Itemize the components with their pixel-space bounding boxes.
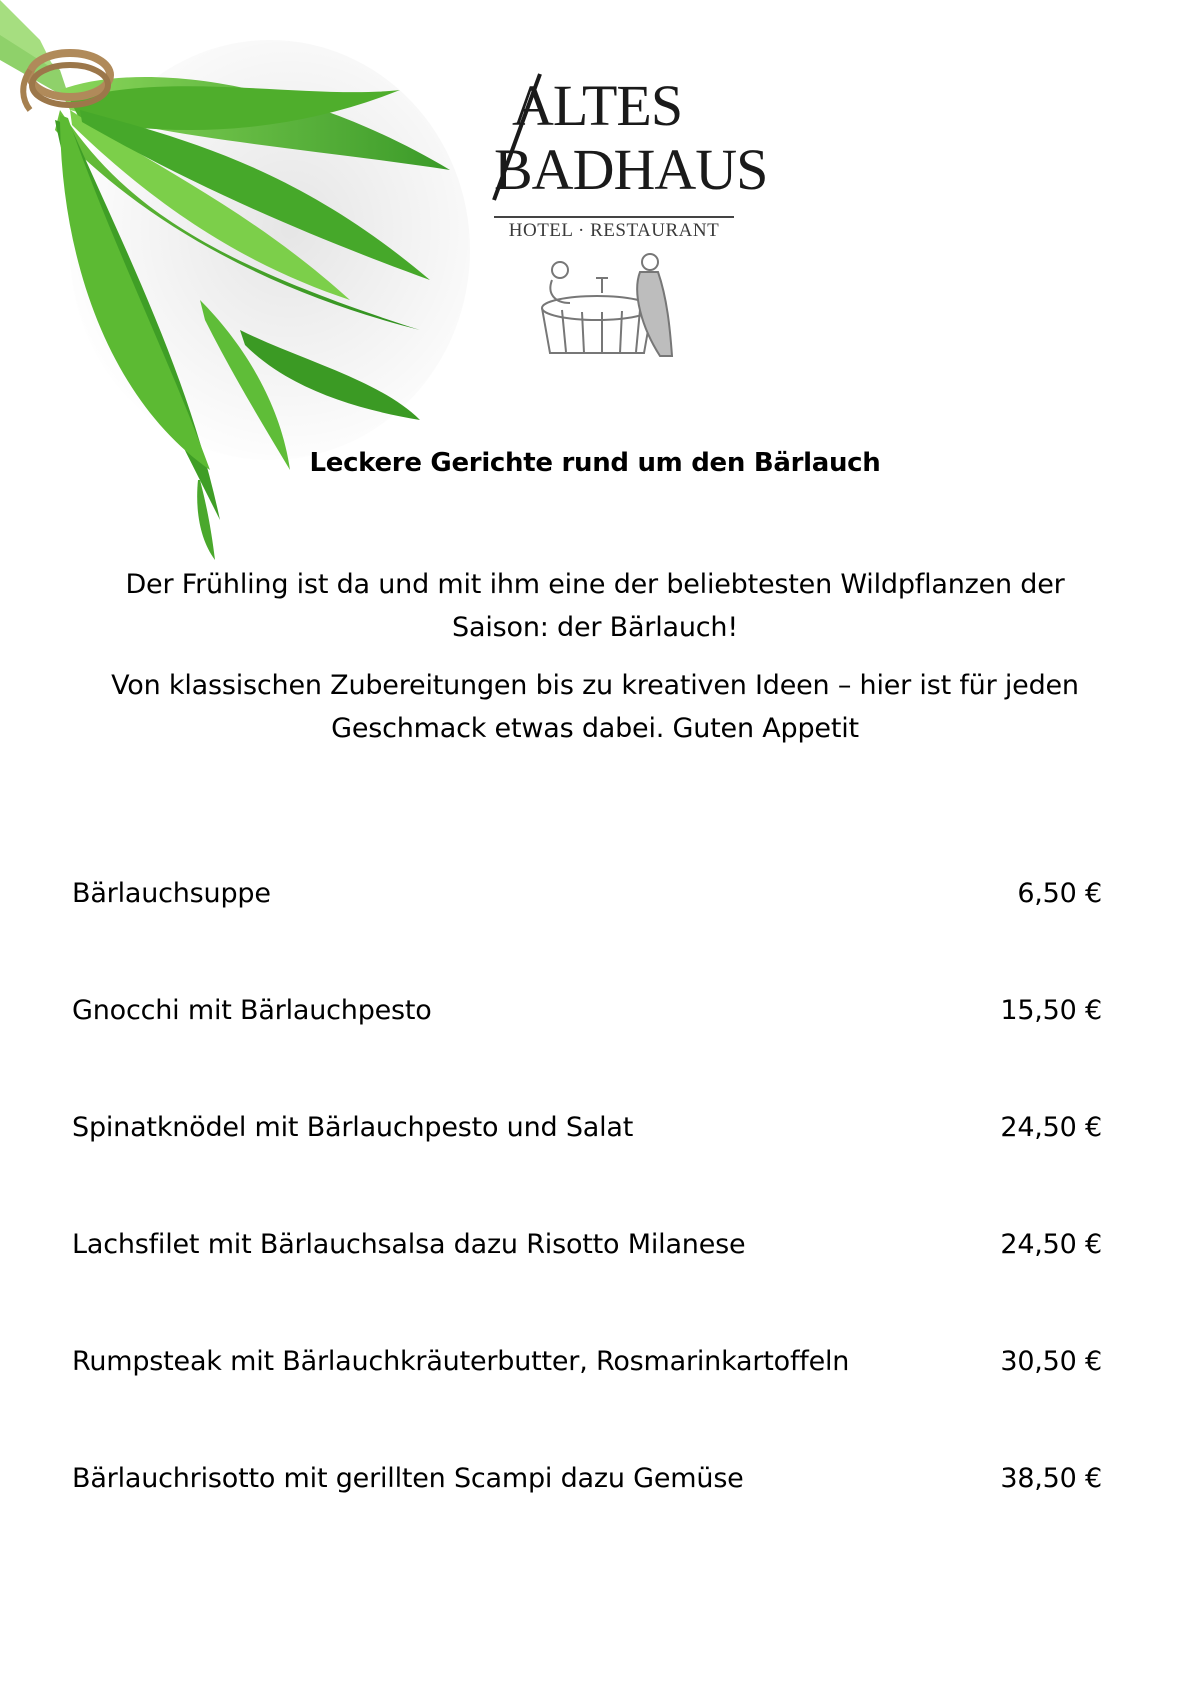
logo-wordmark-line1: ALTES xyxy=(512,73,683,138)
intro-paragraph-1: Der Frühling ist da und mit ihm eine der beliebtesten Wildpflanzen der Saison: der Bärlauch! xyxy=(125,569,1065,643)
dish-price: 24,50 € xyxy=(1000,1229,1102,1260)
dish-name: Spinatknödel mit Bärlauchpesto und Salat xyxy=(72,1112,634,1143)
dish-name: Bärlauchsuppe xyxy=(72,878,271,909)
dish-name: Lachsfilet mit Bärlauchsalsa dazu Risotto Milanese xyxy=(72,1229,746,1260)
menu-item xyxy=(72,878,1102,995)
dish-price: 30,50 € xyxy=(1000,1346,1102,1377)
dish-price: 6,50 € xyxy=(1017,878,1102,909)
logo-tagline: HOTEL · RESTAURANT xyxy=(494,216,734,242)
menu-item xyxy=(72,1463,1102,1580)
page-title: Leckere Gerichte rund um den Bärlauch xyxy=(309,448,881,478)
wild-garlic-image xyxy=(0,0,480,580)
dish-name: Bärlauchrisotto mit gerillten Scampi dazu Gemüse xyxy=(72,1463,744,1494)
dish-price: 15,50 € xyxy=(1000,995,1102,1026)
hotel-logo xyxy=(492,72,768,362)
dish-name: Gnocchi mit Bärlauchpesto xyxy=(72,995,432,1026)
dish-name: Rumpsteak mit Bärlauchkräuterbutter, Rosmarinkartoffeln xyxy=(72,1346,850,1377)
menu-list xyxy=(72,878,1102,1580)
intro-paragraph-2: Von klassischen Zubereitungen bis zu kreativen Ideen – hier ist für jeden Geschmack etwas dabei. Guten Appetit xyxy=(111,670,1079,744)
bathtub-illustration xyxy=(532,248,682,368)
menu-item xyxy=(72,1229,1102,1346)
dish-price: 38,50 € xyxy=(1000,1463,1102,1494)
dish-price: 24,50 € xyxy=(1000,1112,1102,1143)
menu-item xyxy=(72,1346,1102,1463)
logo-wordmark-line2: BADHAUS xyxy=(494,137,768,202)
menu-item xyxy=(72,995,1102,1112)
menu-item xyxy=(72,1112,1102,1229)
